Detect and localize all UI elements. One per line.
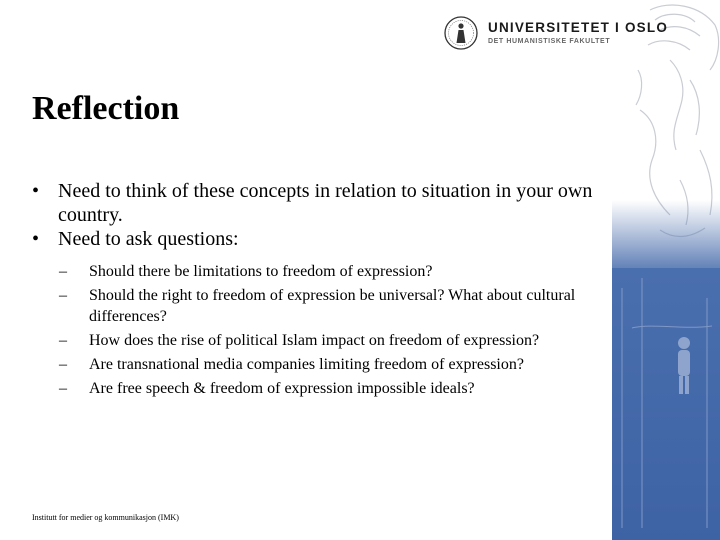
sub-bullet-text: Should the right to freedom of expression be universal? What about cultural differences?: [89, 287, 576, 325]
sub-bullet-text: How does the rise of political Islam impact on freedom of expression?: [89, 332, 540, 349]
sub-bullet-marker: –: [59, 263, 67, 280]
bullet-text: Need to ask questions:: [58, 228, 239, 250]
sub-bullet-item: [59, 354, 607, 375]
bullet-text: Need to think of these concepts in relation to situation in your own country.: [58, 180, 593, 226]
footer-text: Institutt for medier og kommunikasjon (IMK): [32, 513, 179, 522]
side-panel: [612, 268, 720, 540]
slide-title: Reflection: [32, 90, 180, 127]
sub-bullet-marker: –: [59, 332, 67, 349]
university-seal-icon: [444, 16, 478, 50]
sub-bullet-text: Should there be limitations to freedom of expression?: [89, 263, 433, 280]
side-panel-fade: [612, 200, 720, 270]
bullet-item: [32, 227, 607, 251]
bullet-marker: •: [32, 228, 40, 250]
figure-silhouette-icon: [612, 268, 720, 540]
sub-bullet-item: [59, 261, 607, 282]
sub-bullet-marker: –: [59, 356, 67, 373]
sub-bullet-list: [59, 261, 607, 399]
sub-bullet-item: [59, 285, 607, 327]
faculty-name: DET HUMANISTISKE FAKULTET: [488, 38, 611, 46]
sub-bullet-text: Are free speech & freedom of expression impossible ideals?: [89, 380, 475, 397]
bullet-list: [32, 179, 607, 402]
sub-bullet-marker: –: [59, 380, 67, 397]
sub-bullet-item: [59, 330, 607, 351]
university-logo: [444, 16, 668, 50]
sub-bullet-item: [59, 378, 607, 399]
sub-bullet-marker: –: [59, 287, 67, 304]
bullet-item: [32, 179, 607, 227]
bullet-marker: •: [32, 180, 40, 202]
university-name: UNIVERSITETET I OSLO: [488, 19, 669, 35]
sub-bullet-text: Are transnational media companies limiting freedom of expression?: [89, 356, 524, 373]
